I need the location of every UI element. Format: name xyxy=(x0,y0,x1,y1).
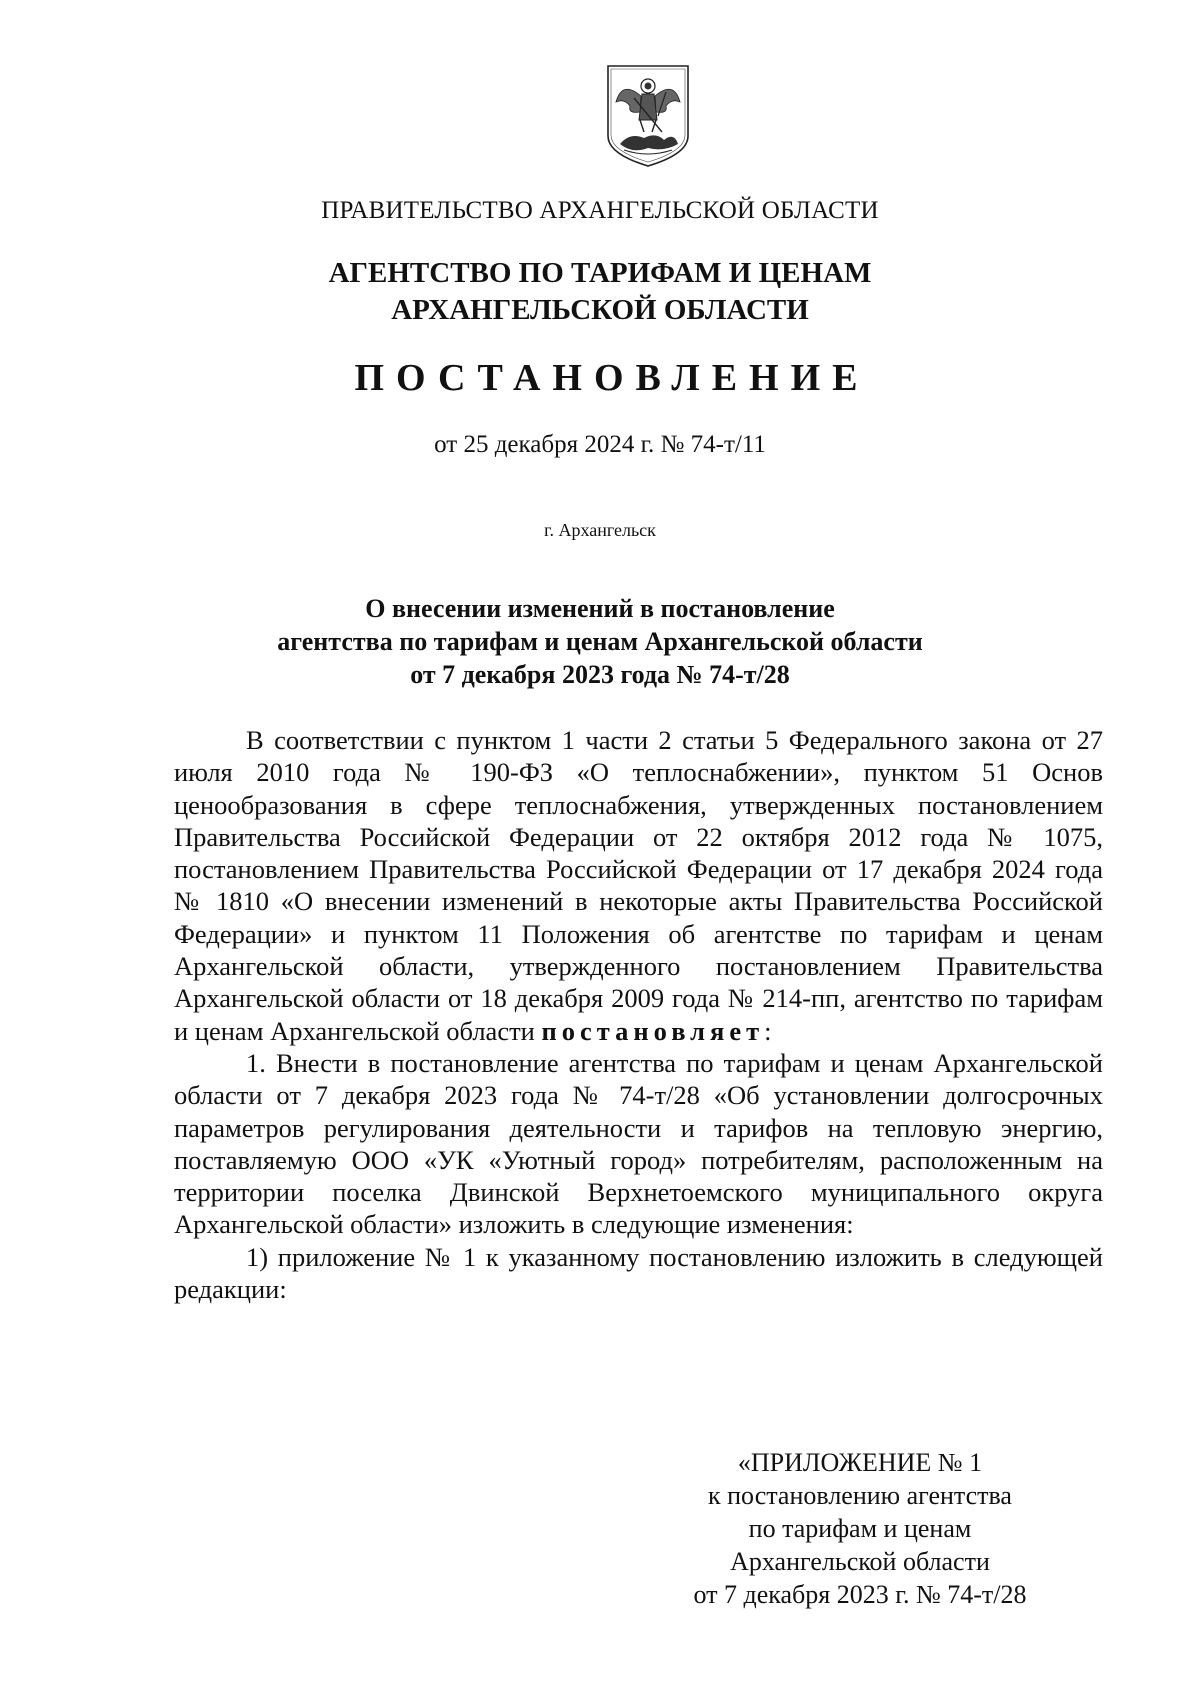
annex-heading xyxy=(660,1446,1060,1611)
subject-line2: агентства по тарифам и ценам Архангельской области xyxy=(277,627,923,656)
government-name: ПРАВИТЕЛЬСТВО АРХАНГЕЛЬСКОЙ ОБЛАСТИ xyxy=(321,197,879,224)
annex-line2: к постановлению агентства xyxy=(708,1481,1012,1510)
annex-line3: по тарифам и ценам xyxy=(748,1514,972,1543)
document-body xyxy=(174,724,1103,1305)
place-of-issue: г. Архангельск xyxy=(544,520,656,540)
preamble-text: В соответствии с пунктом 1 части 2 статьи 5 Федерального закона от 27 июля 2010 года № 190-ФЗ «О теплоснабжении», пунктом 51 Основ ценообразования в сфере теплоснабжения, утвержденных постановлением Правительства Российской Федерации от 22 октября 2012 года № 1075, постановлением Правительства Российской Федерации от 17 декабря 2024 года № 1810 «О внесении изменений в некоторые акты Правительства Российской Федерации» и пунктом 11 Положения об агентстве по тарифам и ценам Архангельской области, утвержденного постановлением Правительства Архангельской области от 18 декабря 2009 года № 214-пп, агентство по тарифам и ценам Архангельской области xyxy=(174,725,1103,1046)
document-date-number: от 25 декабря 2024 г. № 74-т/11 xyxy=(434,431,766,458)
document-type: ПОСТАНОВЛЕНИЕ xyxy=(354,357,870,399)
agency-name-line2: АРХАНГЕЛЬСКОЙ ОБЛАСТИ xyxy=(391,294,809,326)
annex-line5: от 7 декабря 2023 г. № 74-т/28 xyxy=(693,1580,1027,1609)
resolves-word: постановляет xyxy=(541,1015,765,1046)
item-1-1-paragraph: 1) приложение № 1 к указанному постановлению изложить в следующей редакции: xyxy=(174,1241,1103,1305)
annex-line1: «ПРИЛОЖЕНИЕ № 1 xyxy=(737,1448,983,1477)
coat-of-arms-emblem xyxy=(604,62,692,172)
document-subject xyxy=(0,592,1200,691)
item-1-paragraph: 1. Внести в постановление агентства по тарифам и ценам Архангельской области от 7 декабря 2023 года № 74-т/28 «Об установлении долгосрочных параметров регулирования деятельности и тарифов на тепловую энергию, поставляемую ООО «УК «Уютный город» потребителям, расположенным на территории поселка Двинской Верхнетоемского муниципального округа Архангельской области» изложить в следующие изменения: xyxy=(174,1047,1103,1240)
agency-name xyxy=(0,255,1200,329)
subject-line1: О внесении изменений в постановление xyxy=(365,594,835,623)
resolves-colon: : xyxy=(764,1015,772,1046)
annex-line4: Архангельской области xyxy=(730,1547,990,1576)
preamble-paragraph xyxy=(174,724,1103,1047)
agency-name-line1: АГЕНТСТВО ПО ТАРИФАМ И ЦЕНАМ xyxy=(328,257,872,289)
subject-line3: от 7 декабря 2023 года № 74-т/28 xyxy=(410,660,790,689)
